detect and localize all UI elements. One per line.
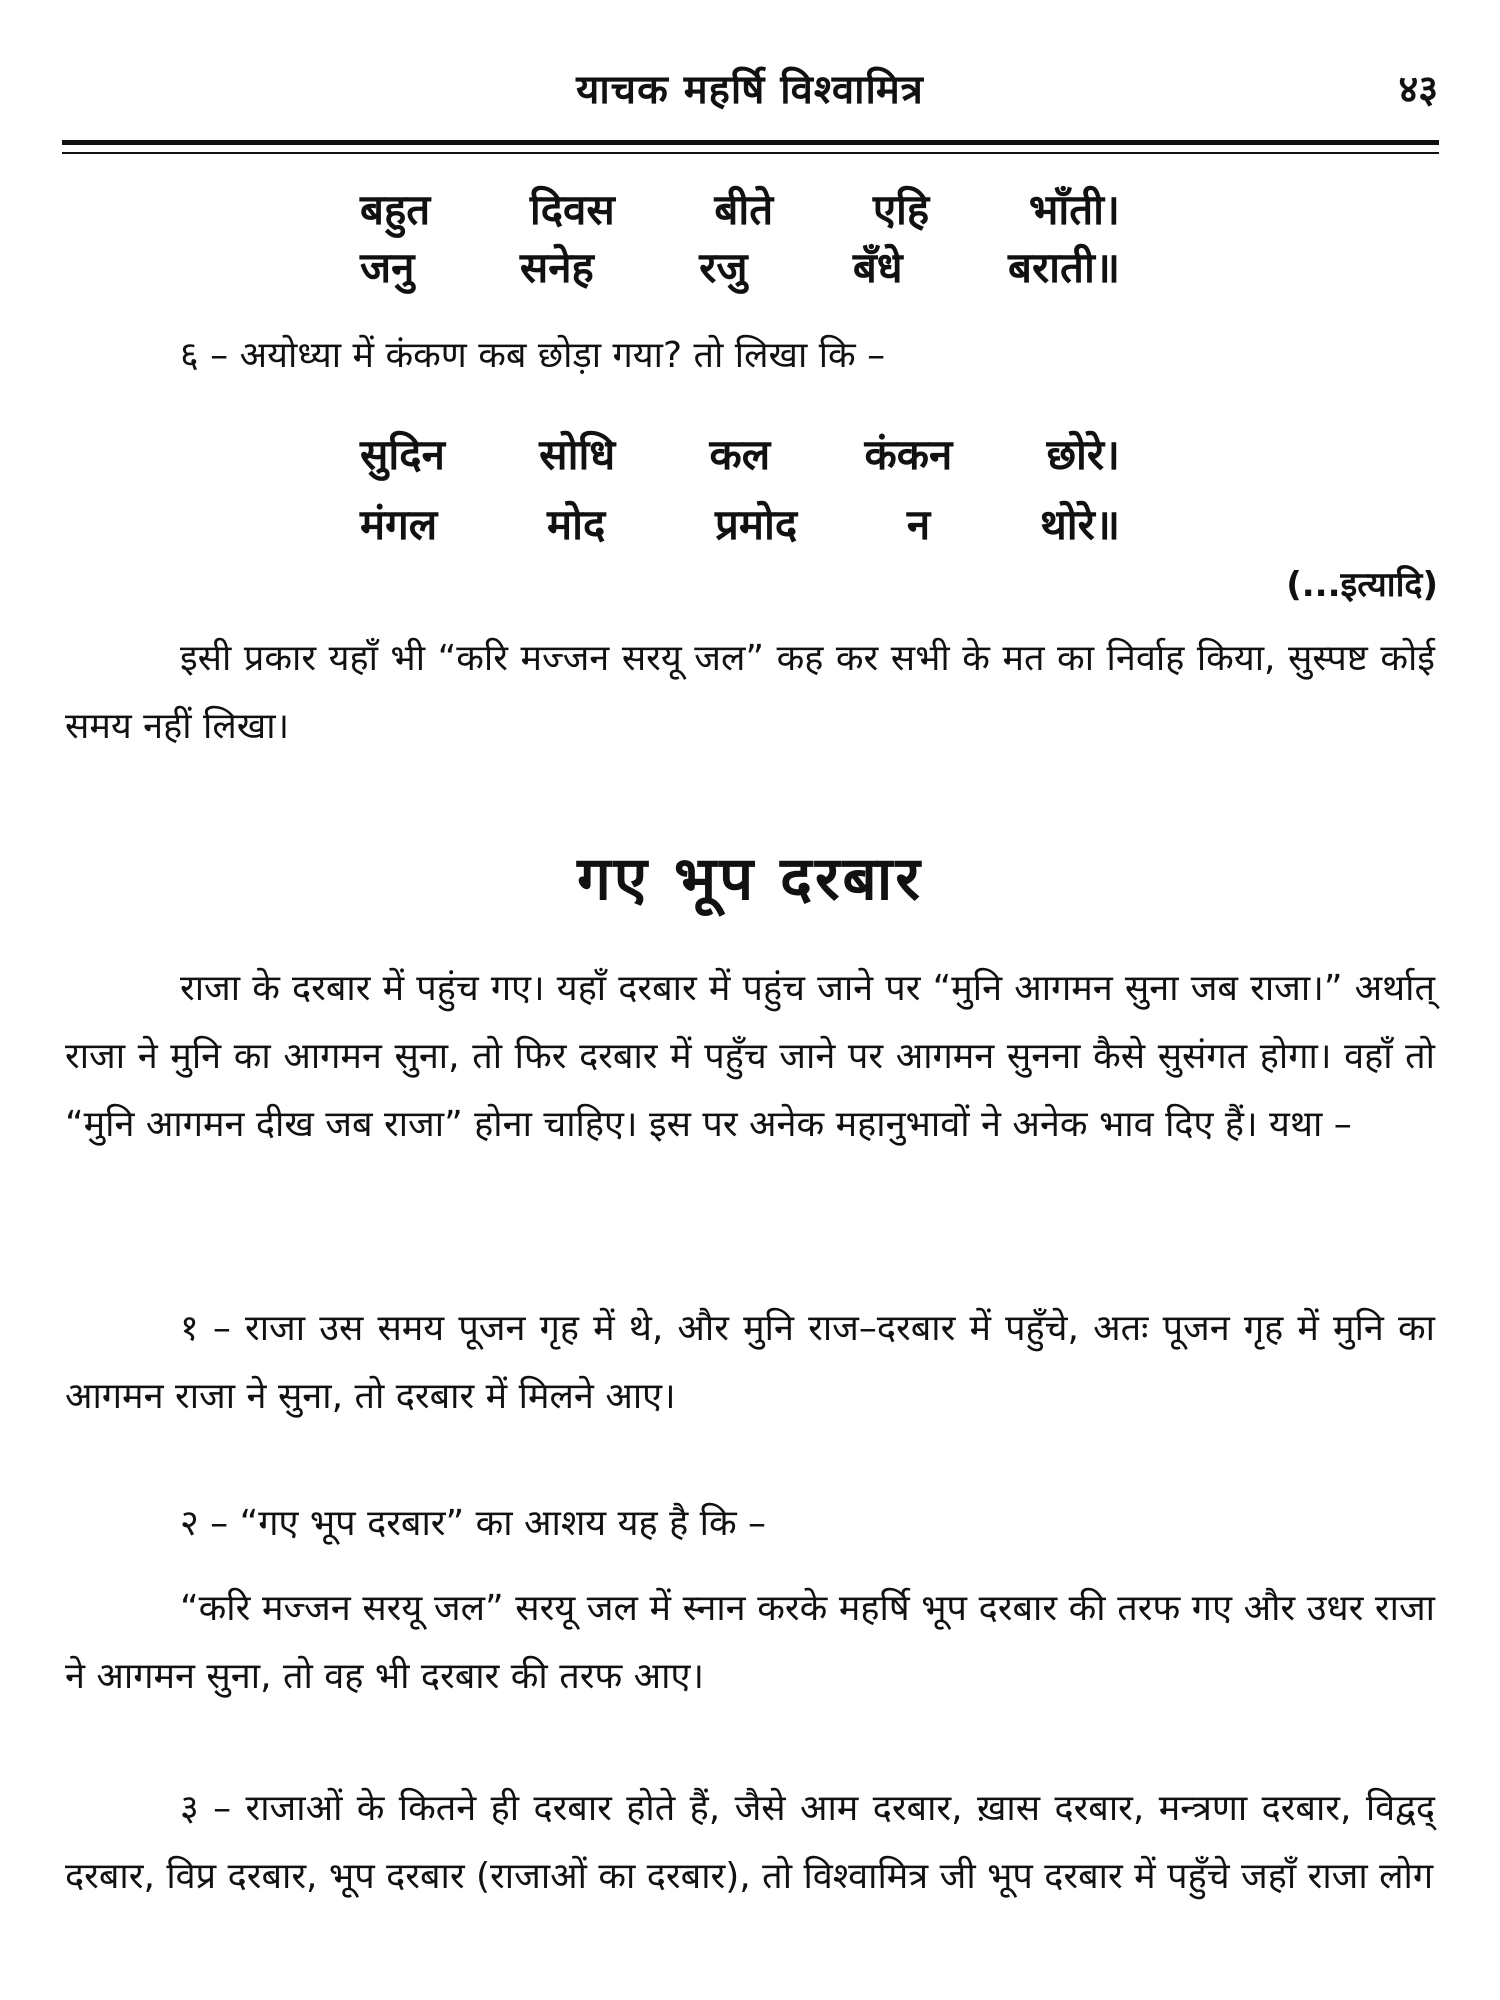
verse-word: बराती॥ bbox=[1007, 243, 1120, 292]
verse-word: बीते bbox=[714, 185, 774, 234]
verse-word: थोरे॥ bbox=[1039, 500, 1120, 549]
verse-1-line-2 bbox=[360, 238, 1120, 295]
verse-word: सुदिन bbox=[360, 430, 445, 479]
verse-word: सनेह bbox=[519, 243, 594, 292]
verse-2-line-2 bbox=[360, 495, 1120, 552]
paragraph bbox=[65, 1575, 1435, 1711]
verse-word: एहि bbox=[872, 185, 930, 234]
section-heading: गए भूप दरबार bbox=[577, 844, 923, 914]
running-title: याचक महर्षि विश्वामित्र bbox=[576, 67, 924, 113]
paragraph-text: “करि मज्जन सरयू जल” सरयू जल में स्नान करके महर्षि भूप दरबार की तरफ गए और उधर राजा ने आगमन सुना, तो वह भी दरबार की तरफ आए। bbox=[65, 1588, 1435, 1697]
verse-word: प्रमोद bbox=[714, 500, 798, 549]
paragraph-text: राजा के दरबार में पहुंच गए। यहाँ दरबार में पहुंच जाने पर “मुनि आगमन सुना जब राजा।” अर्थात् राजा ने मुनि का आगमन सुना, तो फिर दरबार में पहुँच जाने पर आगमन सुनना कैसे सुसंगत होगा। वहाँ तो “मुनि आगमन दीख जब राजा” होना चाहिए। इस पर अनेक महानुभावों ने अनेक भाव दिए हैं। यथा – bbox=[65, 968, 1435, 1145]
verse-1-line-1 bbox=[360, 180, 1120, 237]
verse-word: जनु bbox=[360, 243, 415, 292]
page-number: ४३ bbox=[1398, 67, 1438, 111]
verse-word: भाँती। bbox=[1028, 185, 1120, 234]
verse-word: छोरे। bbox=[1046, 430, 1120, 479]
verse-word: बहुत bbox=[360, 185, 431, 234]
paragraph bbox=[65, 1295, 1435, 1431]
ityadi-note: (...इत्यादि) bbox=[1286, 565, 1438, 605]
verse-word: कल bbox=[709, 430, 771, 479]
verse-word: कंकन bbox=[864, 430, 953, 479]
paragraph bbox=[65, 1775, 1435, 1911]
verse-word: सोधि bbox=[539, 430, 616, 479]
verse-word: न bbox=[906, 500, 931, 549]
verse-word: रजु bbox=[699, 243, 748, 292]
paragraph-text: १ – राजा उस समय पूजन गृह में थे, और मुनि राज–दरबार में पहुँचे, अतः पूजन गृह में मुनि का आगमन राजा ने सुना, तो दरबार में मिलने आए। bbox=[65, 1308, 1435, 1417]
paragraph-text: इसी प्रकार यहाँ भी “करि मज्जन सरयू जल” कह कर सभी के मत का निर्वाह किया, सुस्पष्ट कोई समय नहीं लिखा। bbox=[65, 638, 1435, 747]
paragraph-text: ३ – राजाओं के कितने ही दरबार होते हैं, जैसे आम दरबार, ख़ास दरबार, मन्त्रणा दरबार, विद्वद् दरबार, विप्र दरबार, भूप दरबार (राजाओं का दरबार), तो विश्वामित्र जी भूप दरबार में पहुँचे जहाँ राजा लोग bbox=[65, 1788, 1435, 1897]
verse-2-line-1 bbox=[360, 425, 1120, 482]
paragraph bbox=[65, 625, 1435, 761]
verse-word: बँधे bbox=[852, 243, 903, 292]
item-2: २ – “गए भूप दरबार” का आशय यह है कि – bbox=[180, 1503, 767, 1544]
item-6: ६ – अयोध्या में कंकण कब छोड़ा गया? तो लिखा कि – bbox=[180, 335, 886, 376]
verse-word: दिवस bbox=[529, 185, 615, 234]
paragraph bbox=[65, 955, 1435, 1159]
verse-word: मोद bbox=[546, 500, 606, 549]
header-rule-thin bbox=[62, 152, 1439, 154]
header-rule-thick bbox=[62, 140, 1439, 145]
verse-word: मंगल bbox=[360, 500, 438, 549]
